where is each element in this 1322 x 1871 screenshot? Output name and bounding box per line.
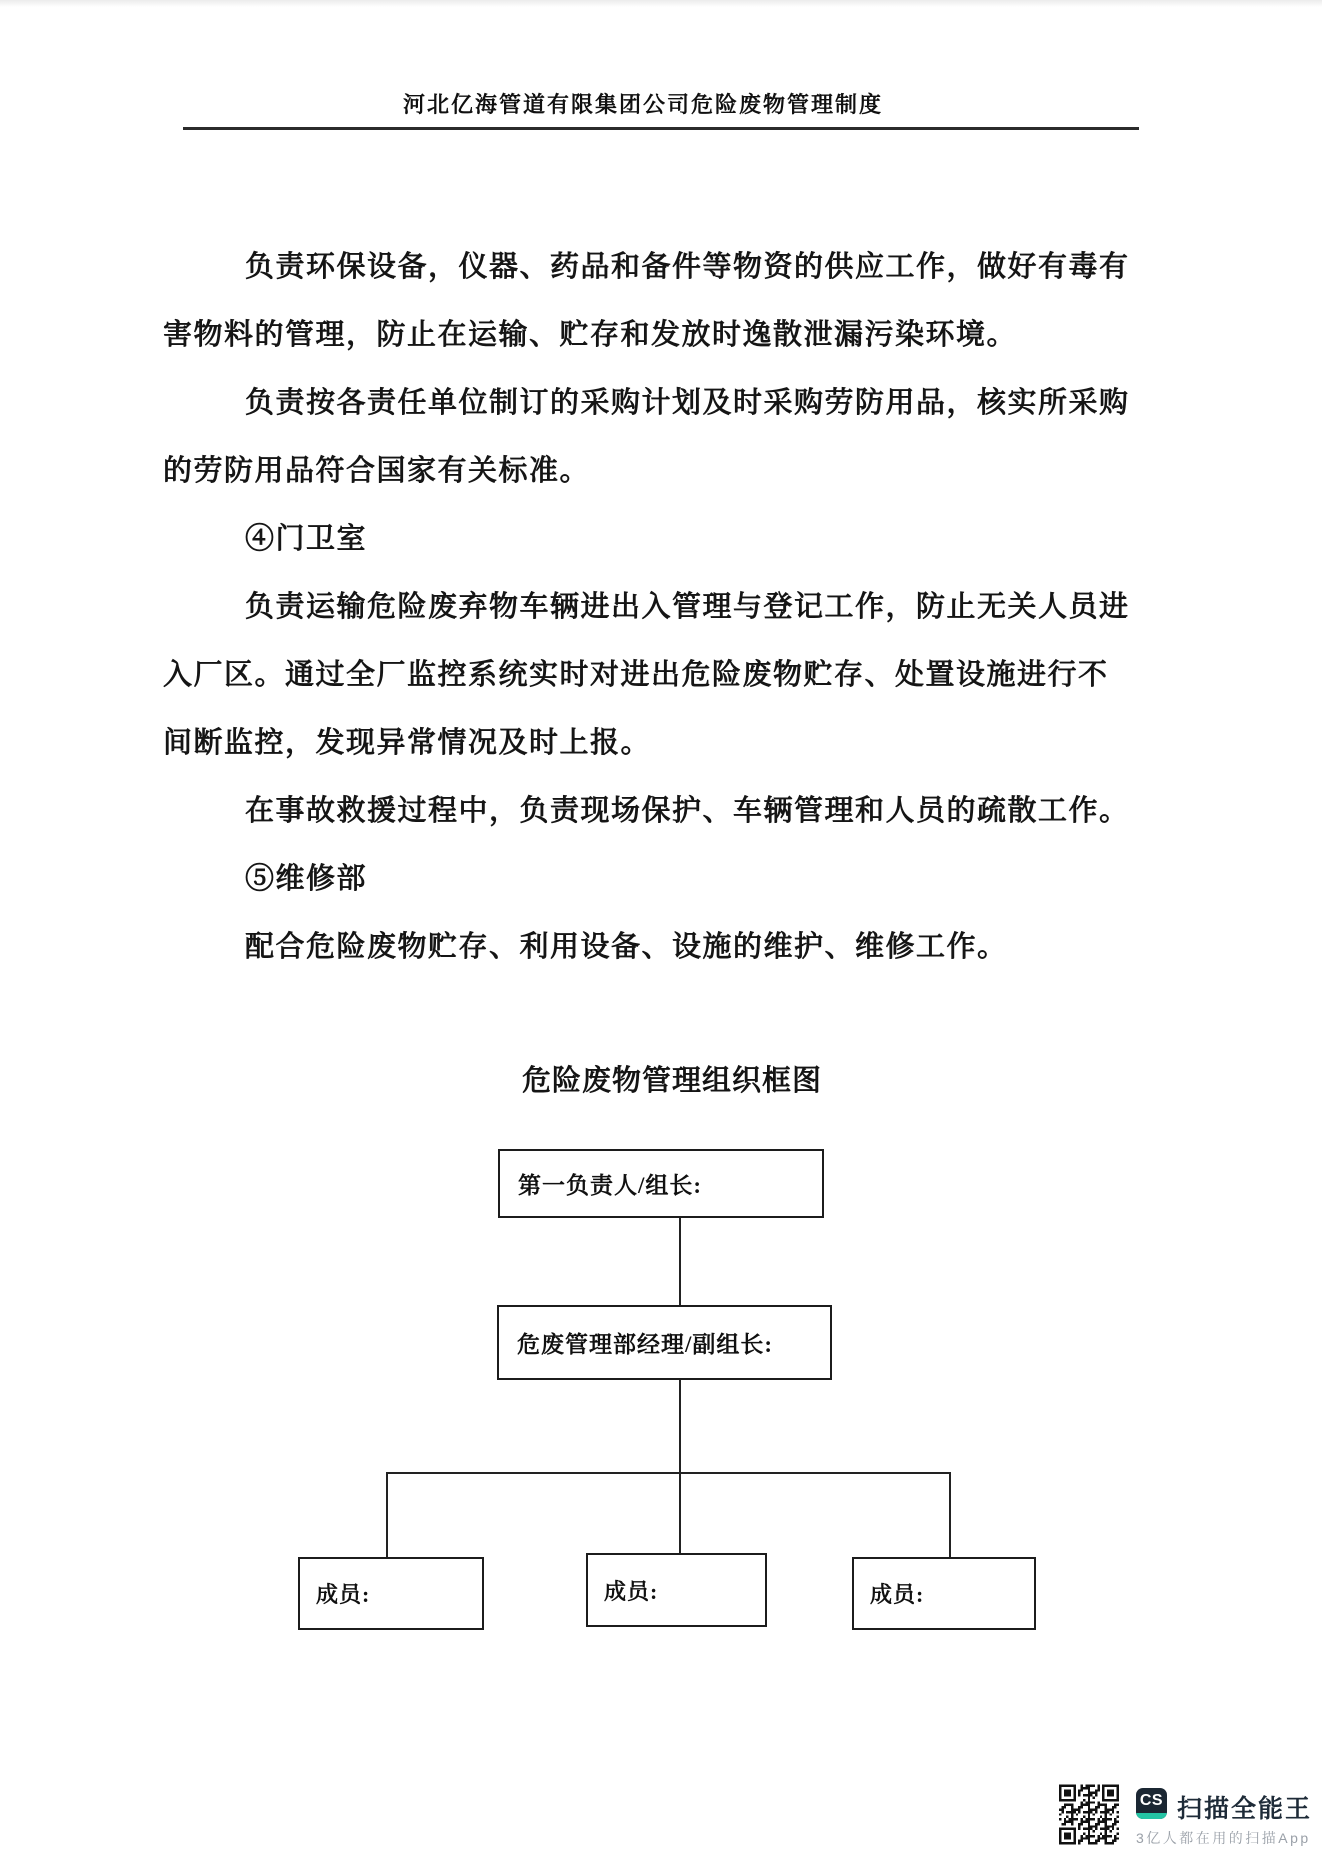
org-chart-box-deputy: 危废管理部经理/副组长: [497,1305,832,1380]
body-line: 负责环保设备，仪器、药品和备件等物资的供应工作，做好有毒有 [245,250,1130,283]
org-chart-box-leader: 第一负责人/组长: [498,1149,824,1218]
scan-edge-artifact [0,0,1322,7]
page-header-title: 河北亿海管道有限集团公司危险废物管理制度 [402,92,883,117]
body-line: ⑤维修部 [245,862,368,895]
qr-code-icon [1059,1783,1119,1846]
camscanner-logo-icon [1136,1788,1167,1819]
body-line: 入厂区。通过全厂监控系统实时对进出危险废物贮存、处置设施进行不 [163,658,1109,691]
header-rule [183,127,1139,130]
connector-branch-left [386,1472,388,1558]
body-line: 害物料的管理，防止在运输、贮存和发放时逸散泄漏污染环境。 [163,318,1018,351]
org-chart-box-member-3: 成员: [852,1557,1036,1630]
connector-branch-right [949,1472,951,1558]
camscanner-logo-text: CS [1139,1792,1164,1809]
body-line: 负责按各责任单位制订的采购计划及时采购劳防用品，核实所采购 [245,386,1130,419]
org-chart-box-member-1: 成员: [298,1557,484,1630]
camscanner-logo-accent [1136,1813,1167,1819]
connector-branch-horizontal [386,1472,951,1474]
org-chart-box-member-2: 成员: [586,1553,767,1627]
connector-branch-middle [679,1472,681,1554]
body-line: ④门卫室 [245,522,368,555]
body-line: 在事故救援过程中，负责现场保护、车辆管理和人员的疏散工作。 [245,794,1130,827]
connector-deputy-to-branch [679,1380,681,1474]
org-chart-title: 危险废物管理组织框图 [521,1065,822,1097]
body-line: 配合危险废物贮存、利用设备、设施的维护、维修工作。 [245,930,1008,963]
body-text [163,230,1173,978]
body-line: 负责运输危险废弃物车辆进出入管理与登记工作，防止无关人员进 [245,590,1130,623]
body-line: 间断监控，发现异常情况及时上报。 [163,726,652,759]
camscanner-tagline: 3亿人都在用的扫描App [1136,1830,1311,1846]
body-line: 的劳防用品符合国家有关标准。 [163,454,591,487]
camscanner-app-name: 扫描全能王 [1177,1795,1313,1823]
connector-leader-to-deputy [679,1218,681,1307]
